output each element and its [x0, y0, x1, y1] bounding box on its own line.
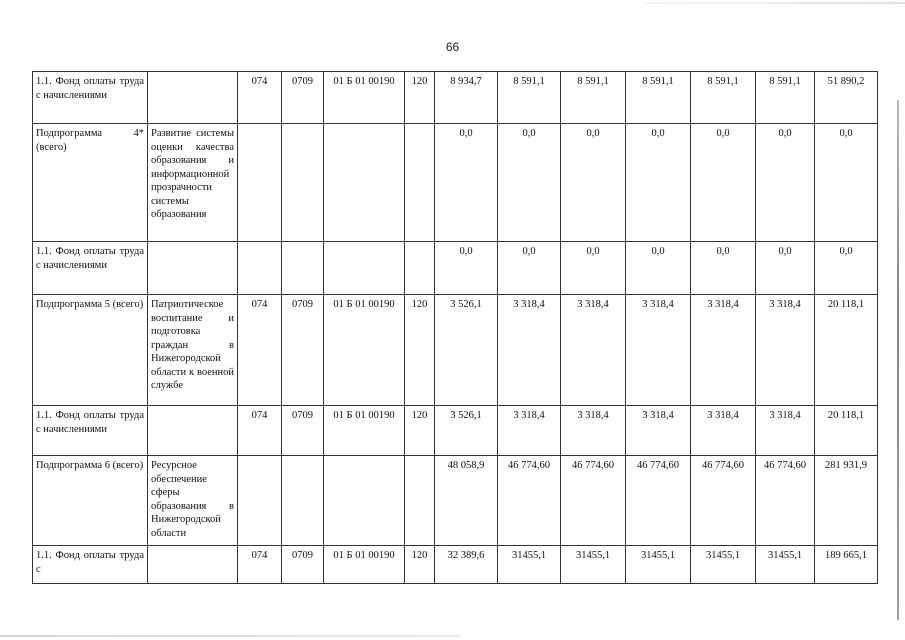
csr-code-cell: 01 Б 01 00190 [324, 72, 405, 124]
year-value-cell: 0,0 [561, 242, 626, 295]
csr-code-cell: 01 Б 01 00190 [324, 546, 405, 584]
row-name-cell: Подпрограмма 4* (всего) [33, 124, 148, 242]
table-row [33, 242, 878, 295]
grbs-code-cell: 074 [238, 546, 282, 584]
table-body [33, 72, 878, 584]
row-name-cell: 1.1. Фонд оплаты труда с [33, 546, 148, 584]
year-value-cell: 3 526,1 [435, 295, 498, 406]
row-name-cell: 1.1. Фонд оплаты труда с начислениями [33, 242, 148, 295]
year-value-cell: 3 318,4 [691, 295, 756, 406]
row-description-cell [148, 242, 238, 295]
vr-code-cell: 120 [405, 72, 435, 124]
rzpr-code-cell [282, 242, 324, 295]
rzpr-code-cell [282, 124, 324, 242]
total-value-cell: 51 890,2 [815, 72, 878, 124]
table-row [33, 72, 878, 124]
year-value-cell: 8 591,1 [498, 72, 561, 124]
vr-code-cell: 120 [405, 546, 435, 584]
table-row [33, 295, 878, 406]
year-value-cell: 0,0 [435, 124, 498, 242]
rzpr-code-cell: 0709 [282, 406, 324, 456]
total-value-cell: 20 118,1 [815, 295, 878, 406]
rzpr-code-cell: 0709 [282, 295, 324, 406]
row-name-cell: Подпрограмма 6 (всего) [33, 456, 148, 546]
page-number: 66 [445, 40, 460, 54]
scan-edge-right [897, 100, 899, 620]
table-row [33, 406, 878, 456]
vr-code-cell [405, 456, 435, 546]
total-value-cell: 281 931,9 [815, 456, 878, 546]
year-value-cell: 3 318,4 [756, 295, 815, 406]
csr-code-cell [324, 242, 405, 295]
year-value-cell: 3 318,4 [561, 295, 626, 406]
grbs-code-cell: 074 [238, 72, 282, 124]
year-value-cell: 0,0 [626, 124, 691, 242]
row-description-cell: Патриотическое воспитание и подготовка граждан в Нижегородской области к военной службе [148, 295, 238, 406]
row-description-cell [148, 546, 238, 584]
grbs-code-cell: 074 [238, 295, 282, 406]
vr-code-cell: 120 [405, 295, 435, 406]
year-value-cell: 8 591,1 [756, 72, 815, 124]
rzpr-code-cell [282, 456, 324, 546]
grbs-code-cell: 074 [238, 406, 282, 456]
year-value-cell: 0,0 [561, 124, 626, 242]
rzpr-code-cell: 0709 [282, 72, 324, 124]
year-value-cell: 0,0 [626, 242, 691, 295]
year-value-cell: 3 318,4 [561, 406, 626, 456]
total-value-cell: 0,0 [815, 124, 878, 242]
grbs-code-cell [238, 242, 282, 295]
vr-code-cell [405, 242, 435, 295]
year-value-cell: 3 318,4 [498, 406, 561, 456]
total-value-cell: 0,0 [815, 242, 878, 295]
year-value-cell: 31455,1 [626, 546, 691, 584]
scan-edge-bottom [0, 635, 460, 637]
csr-code-cell: 01 Б 01 00190 [324, 295, 405, 406]
row-name-cell: 1.1. Фонд оплаты труда с начислениями [33, 72, 148, 124]
year-value-cell: 0,0 [756, 242, 815, 295]
table-row [33, 456, 878, 546]
csr-code-cell [324, 456, 405, 546]
table-row [33, 124, 878, 242]
year-value-cell: 46 774,60 [561, 456, 626, 546]
year-value-cell: 3 526,1 [435, 406, 498, 456]
csr-code-cell [324, 124, 405, 242]
row-description-cell [148, 72, 238, 124]
vr-code-cell: 120 [405, 406, 435, 456]
grbs-code-cell [238, 456, 282, 546]
rzpr-code-cell: 0709 [282, 546, 324, 584]
year-value-cell: 3 318,4 [626, 295, 691, 406]
csr-code-cell: 01 Б 01 00190 [324, 406, 405, 456]
row-description-cell [148, 406, 238, 456]
year-value-cell: 3 318,4 [626, 406, 691, 456]
year-value-cell: 8 591,1 [691, 72, 756, 124]
year-value-cell: 46 774,60 [756, 456, 815, 546]
year-value-cell: 48 058,9 [435, 456, 498, 546]
year-value-cell: 8 934,7 [435, 72, 498, 124]
year-value-cell: 46 774,60 [626, 456, 691, 546]
year-value-cell: 32 389,6 [435, 546, 498, 584]
row-name-cell: 1.1. Фонд оплаты труда с начислениями [33, 406, 148, 456]
year-value-cell: 0,0 [691, 242, 756, 295]
year-value-cell: 31455,1 [756, 546, 815, 584]
vr-code-cell [405, 124, 435, 242]
total-value-cell: 20 118,1 [815, 406, 878, 456]
row-name-cell: Подпрограмма 5 (всего) [33, 295, 148, 406]
year-value-cell: 46 774,60 [691, 456, 756, 546]
row-description-cell: Развитие системы оценки качества образования и информационной прозрачности системы образования [148, 124, 238, 242]
year-value-cell: 3 318,4 [691, 406, 756, 456]
year-value-cell: 46 774,60 [498, 456, 561, 546]
year-value-cell: 0,0 [498, 124, 561, 242]
year-value-cell: 3 318,4 [498, 295, 561, 406]
year-value-cell: 3 318,4 [756, 406, 815, 456]
year-value-cell: 0,0 [691, 124, 756, 242]
year-value-cell: 0,0 [498, 242, 561, 295]
total-value-cell: 189 665,1 [815, 546, 878, 584]
year-value-cell: 8 591,1 [626, 72, 691, 124]
year-value-cell: 0,0 [435, 242, 498, 295]
budget-table [32, 71, 878, 584]
year-value-cell: 8 591,1 [561, 72, 626, 124]
year-value-cell: 31455,1 [498, 546, 561, 584]
grbs-code-cell [238, 124, 282, 242]
year-value-cell: 0,0 [756, 124, 815, 242]
year-value-cell: 31455,1 [691, 546, 756, 584]
year-value-cell: 31455,1 [561, 546, 626, 584]
row-description-cell: Ресурсное обеспечение сферы образования в Нижегородской области [148, 456, 238, 546]
table-row [33, 546, 878, 584]
scan-edge-top [645, 2, 905, 4]
